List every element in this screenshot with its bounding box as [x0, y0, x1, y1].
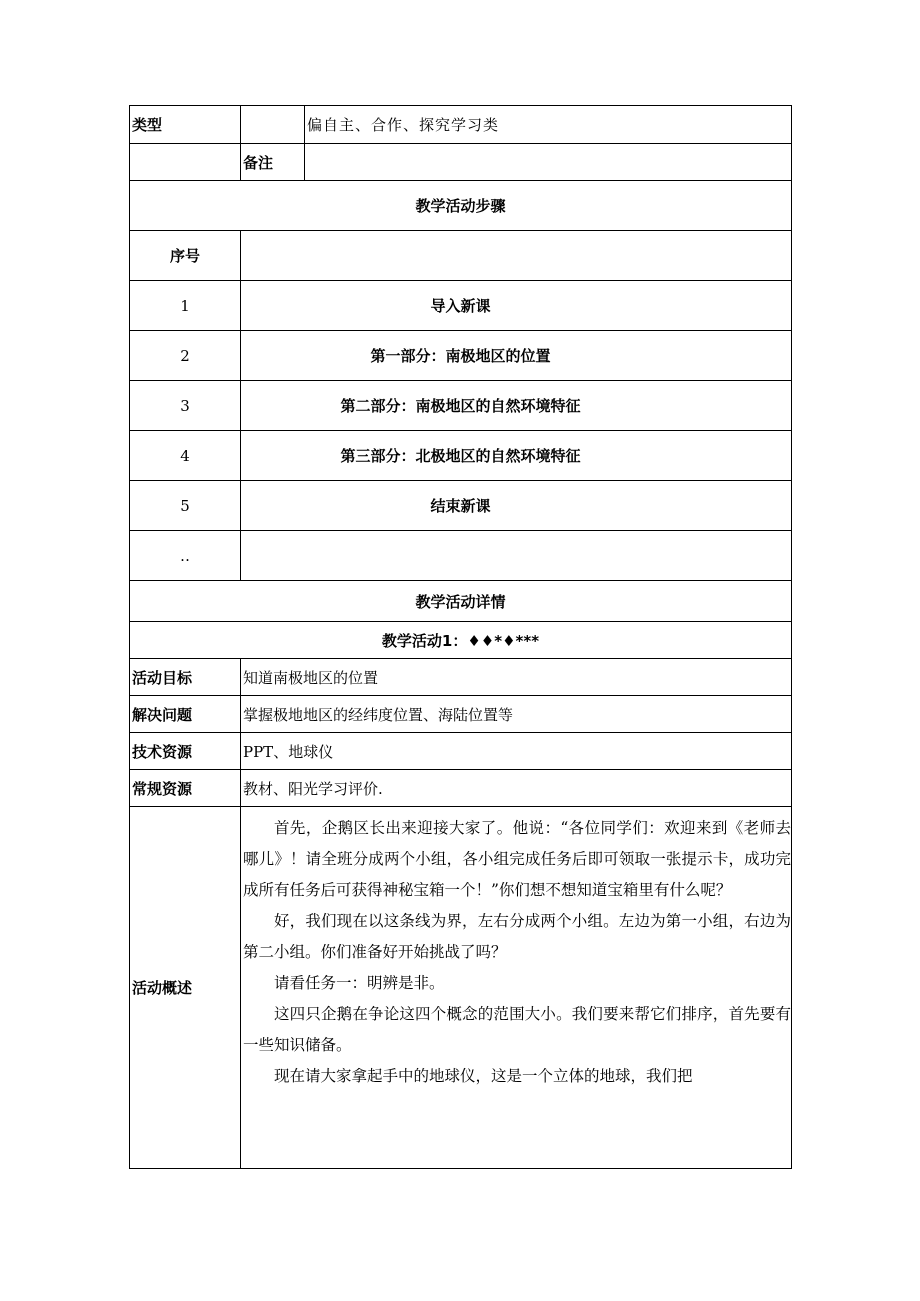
field-label: 活动目标 — [130, 659, 241, 696]
step-row — [130, 281, 792, 331]
type-spacer-cell — [241, 106, 305, 144]
step-seq: 5 — [130, 481, 241, 531]
activity-title: 教学活动1：♦♦*♦*** — [130, 622, 792, 659]
step-seq: 4 — [130, 431, 241, 481]
steps-section-title: 教学活动步骤 — [130, 181, 792, 231]
step-seq: 1 — [130, 281, 241, 331]
field-label: 常规资源 — [130, 770, 241, 807]
overview-paragraph: 首先，企鹅区长出来迎接大家了。他说：“各位同学们：欢迎来到《老师去哪儿》！请全班分成两个小组，各小组完成任务后即可领取一张提示卡，成功完成所有任务后可获得神秘宝箱一个！”你们想不想知道宝箱里有什么呢？ — [243, 819, 791, 899]
overview-row — [130, 807, 792, 1169]
field-value: 教材、阳光学习评价. — [241, 770, 792, 807]
step-title: 第一部分：南极地区的位置 — [241, 331, 792, 381]
overview-paragraph: 好，我们现在以这条线为界，左右分成两个小组。左边为第一小组，右边为第二小组。你们准备好开始挑战了吗？ — [243, 912, 791, 961]
field-row — [130, 696, 792, 733]
step-row — [130, 531, 792, 581]
field-label: 技术资源 — [130, 733, 241, 770]
field-value: 知道南极地区的位置 — [241, 659, 792, 696]
field-row — [130, 733, 792, 770]
field-value: PPT、地球仪 — [241, 733, 792, 770]
content-header — [241, 231, 792, 281]
step-title: 导入新课 — [241, 281, 792, 331]
field-label: 解决问题 — [130, 696, 241, 733]
overview-paragraph: 现在请大家拿起手中的地球仪，这是一个立体的地球，我们把 — [274, 1067, 693, 1085]
steps-header-row — [130, 231, 792, 281]
type-value: 偏自主、合作、探究学习类 — [305, 106, 792, 144]
step-seq: ‥ — [130, 531, 241, 581]
step-title — [241, 531, 792, 581]
step-seq: 2 — [130, 331, 241, 381]
note-value — [305, 144, 792, 181]
overview-content — [241, 807, 792, 1169]
step-seq: 3 — [130, 381, 241, 431]
field-value: 掌握极地地区的经纬度位置、海陆位置等 — [241, 696, 792, 733]
step-row — [130, 381, 792, 431]
note-empty-cell — [130, 144, 241, 181]
details-section-title: 教学活动详情 — [130, 581, 792, 622]
overview-paragraph: 请看任务一：明辨是非。 — [274, 974, 445, 992]
step-title: 结束新课 — [241, 481, 792, 531]
type-row — [130, 106, 792, 144]
field-row — [130, 770, 792, 807]
step-row — [130, 481, 792, 531]
step-row — [130, 331, 792, 381]
overview-label: 活动概述 — [130, 807, 241, 1169]
step-title: 第二部分：南极地区的自然环境特征 — [241, 381, 792, 431]
field-row — [130, 659, 792, 696]
type-label: 类型 — [130, 106, 241, 144]
lesson-plan-table — [129, 105, 792, 1169]
overview-paragraph: 这四只企鹅在争论这四个概念的范围大小。我们要来帮它们排序，首先要有一些知识储备。 — [243, 1005, 791, 1054]
step-row — [130, 431, 792, 481]
note-row — [130, 144, 792, 181]
step-title: 第三部分：北极地区的自然环境特征 — [241, 431, 792, 481]
seq-header: 序号 — [130, 231, 241, 281]
note-label: 备注 — [241, 144, 305, 181]
